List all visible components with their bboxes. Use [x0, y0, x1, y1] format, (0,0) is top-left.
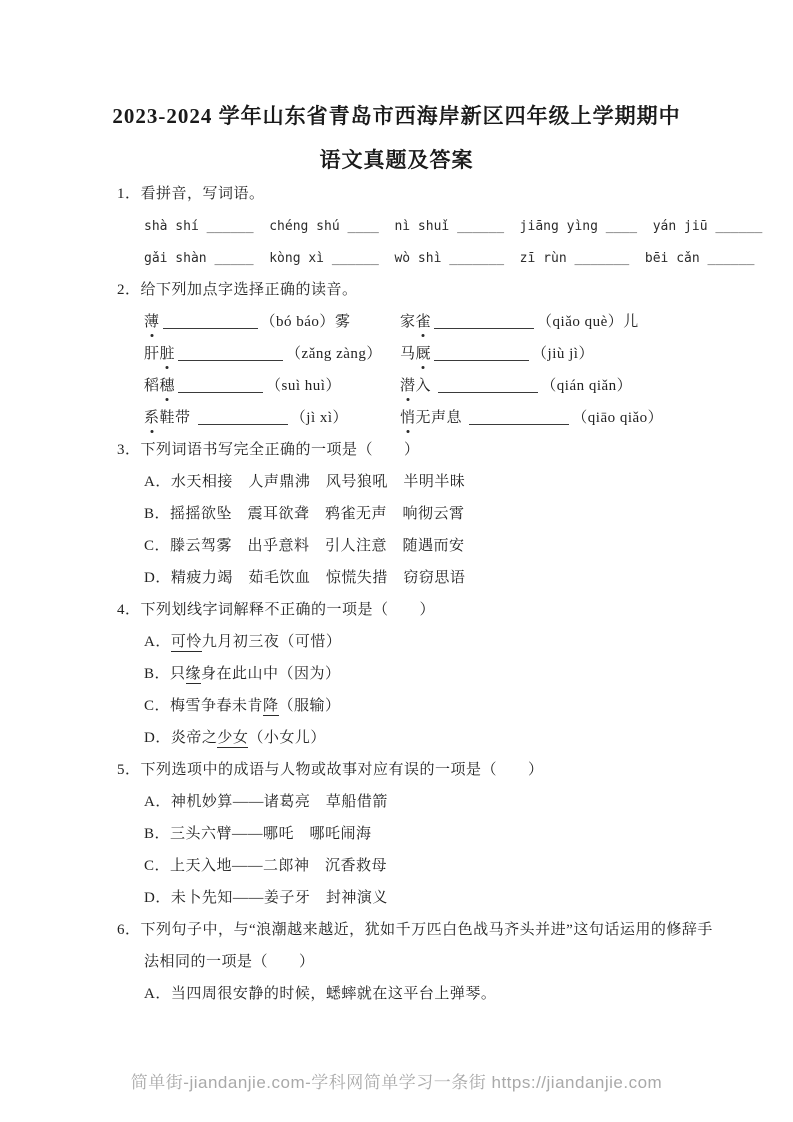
- reading-row-4: [117, 408, 777, 440]
- option-3a: A．水天相接 人声鼎沸 风号狼吼 半明半昧: [144, 474, 466, 490]
- dotted-char: 系: [144, 408, 160, 429]
- reading-row-3-right: 潜入 （qián qiǎn）: [400, 376, 632, 408]
- option-5a: A．神机妙算——诸葛亮 草船借箭: [144, 794, 388, 810]
- dotted-char: 脏: [160, 344, 176, 365]
- option-3b: B．摇摇欲坠 震耳欲聋 鸦雀无声 响彻云霄: [144, 506, 465, 522]
- pinyin-row-2: gǎi shàn _____ kòng xì ______ wò shì _______ zī rùn _______ bēi cǎn ______: [144, 251, 755, 266]
- reading-row-4-left: 系鞋带 （jì xì）: [144, 408, 400, 440]
- document-title-line-2: 语文真题及答案: [319, 148, 474, 172]
- reading-row-2-right: 马厩 （jiù jì）: [400, 344, 594, 376]
- underlined-word: 缘: [185, 666, 202, 682]
- option-3c: C．滕云驾雾 出乎意料 引人注意 随遇而安: [144, 538, 465, 554]
- answer-blank: [198, 408, 288, 425]
- answer-blank: [178, 376, 263, 393]
- option-5c: C．上天入地——二郎神 沉香救母: [144, 858, 388, 874]
- exam-body: [117, 184, 777, 1016]
- dotted-char: 穗: [160, 376, 176, 397]
- question-5-header: 5．下列选项中的成语与人物或故事对应有误的一项是（ ）: [117, 762, 544, 778]
- underlined-word: 少女: [217, 730, 249, 746]
- answer-blank: [178, 344, 283, 361]
- reading-row-1-right: 家雀 （qiǎo què）儿: [400, 312, 639, 344]
- reading-row-1-left: 薄 （bó báo）雾: [144, 312, 400, 344]
- reading-row-3-left: 稻穗 （suì huì）: [144, 376, 400, 408]
- dotted-char: 厩: [416, 344, 432, 365]
- pinyin-row-1: shà shí ______ chéng shú ____ nì shuǐ ______ jiāng yìng ____ yán jiū ______: [144, 219, 763, 234]
- option-4a: A．可怜九月初三夜（可惜）: [144, 634, 342, 650]
- question-4-header: 4．下列划线字词解释不正确的一项是（ ）: [117, 602, 436, 618]
- option-4d: D．炎帝之少女（小女儿）: [144, 730, 326, 746]
- question-6-line-1: 6．下列句子中，与“浪潮越来越近，犹如千万匹白色战马齐头并进”这句话运用的修辞手: [117, 922, 713, 938]
- underlined-word: 降: [263, 698, 279, 714]
- answer-blank: [438, 376, 538, 393]
- question-6-line-2: 法相同的一项是（ ）: [144, 954, 315, 970]
- underlined-word: 可怜: [170, 634, 202, 650]
- option-4c: C．梅雪争春未肯降（服输）: [144, 698, 341, 714]
- dotted-char: 雀: [416, 312, 432, 333]
- reading-row-3: [117, 376, 777, 408]
- document-title-line-1: 2023-2024 学年山东省青岛市西海岸新区四年级上学期期中: [112, 104, 681, 128]
- reading-row-1: [117, 312, 777, 344]
- reading-row-2-left: 肝脏 （zǎng zàng）: [144, 344, 400, 376]
- question-1-header: 1．看拼音，写词语。: [117, 186, 265, 202]
- answer-blank: [434, 344, 529, 361]
- dotted-char: 悄: [400, 408, 416, 429]
- answer-blank: [434, 312, 534, 329]
- dotted-char: 薄: [144, 312, 160, 333]
- option-3d: D．精疲力竭 茹毛饮血 惊慌失措 窃窃思语: [144, 570, 466, 586]
- answer-blank: [469, 408, 569, 425]
- option-6a: A．当四周很安静的时候，蟋蟀就在这平台上弹琴。: [144, 986, 497, 1002]
- question-3-header: 3．下列词语书写完全正确的一项是（ ）: [117, 442, 420, 458]
- option-5b: B．三头六臂——哪吒 哪吒闹海: [144, 826, 372, 842]
- reading-row-4-right: 悄无声息 （qiāo qiǎo）: [400, 408, 663, 440]
- watermark-footer: 简单街-jiandanjie.com-学科网简单学习一条街 https://jiandanjie.com: [130, 1073, 663, 1092]
- dotted-char: 潜: [400, 376, 416, 397]
- option-5d: D．未卜先知——姜子牙 封神演义: [144, 890, 388, 906]
- reading-row-2: [117, 344, 777, 376]
- question-2-header: 2．给下列加点字选择正确的读音。: [117, 282, 358, 298]
- answer-blank: [163, 312, 258, 329]
- option-4b: B．只缘身在此山中（因为）: [144, 666, 341, 682]
